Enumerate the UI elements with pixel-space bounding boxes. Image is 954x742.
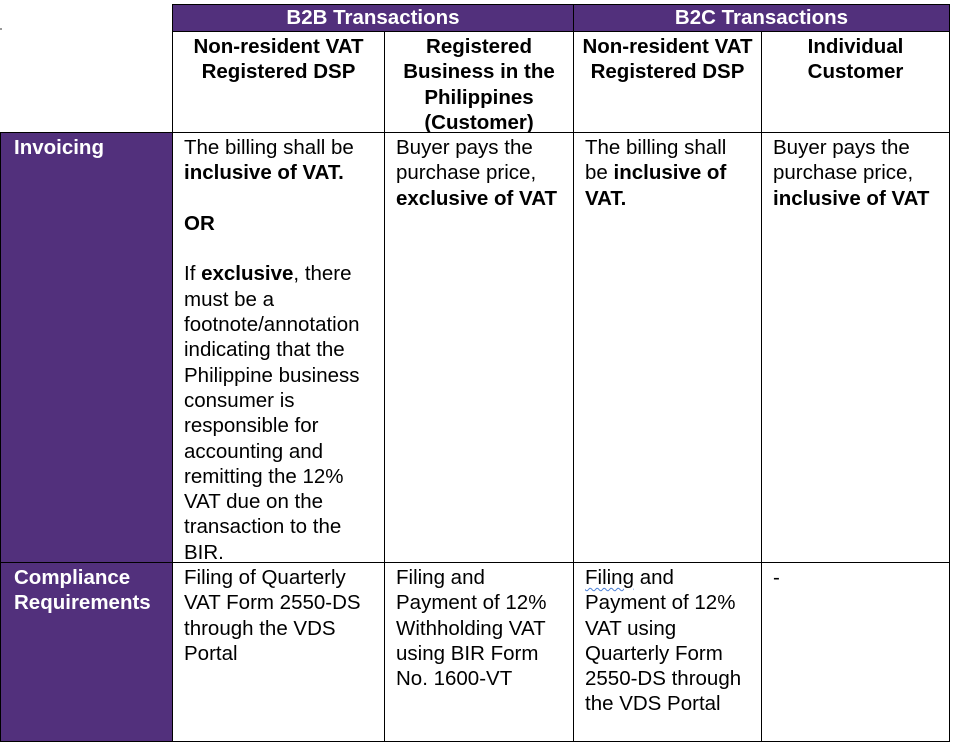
column-header-b2b-dsp: Non-resident VAT Registered DSP — [172, 31, 385, 133]
text: and Payment of 12% VAT using Quarterly Form 2550-DS through the VDS Portal — [585, 566, 742, 716]
text: , there must be a footnote/annotation indicating that the Philippine business consumer is responsible for accounting and remitting the 12% VAT due on the transaction to the BIR. — [184, 262, 360, 563]
compliance-b2b-dsp: Filing of Quarterly VAT Form 2550-DS through the VDS Portal — [172, 562, 385, 742]
stray-dot — [0, 28, 2, 30]
invoicing-b2b-dsp — [172, 132, 385, 563]
row-label-invoicing: Invoicing — [0, 132, 173, 563]
column-header-b2c-dsp: Non-resident VAT Registered DSP — [573, 31, 762, 133]
text: The billing shall be — [585, 136, 727, 185]
emphasis: inclusive of VAT. — [184, 161, 344, 185]
column-header-b2b-customer: Registered Business in the Philippines (Customer) — [384, 31, 574, 133]
column-header-b2c-customer: Individual Customer — [761, 31, 950, 133]
emphasis: inclusive of VAT — [773, 186, 930, 210]
spellcheck-word: Filing — [585, 566, 634, 589]
invoicing-b2b-customer — [384, 132, 574, 563]
row-label-compliance: Compliance Requirements — [0, 562, 173, 742]
group-header-b2b: B2B Transactions — [172, 4, 574, 32]
emphasis: exclusive of VAT — [396, 186, 558, 210]
text: Buyer pays the purchase price, — [396, 136, 537, 185]
invoicing-b2c-customer — [761, 132, 950, 563]
compliance-b2b-customer: Filing and Payment of 12% Withholding VAT using BIR Form No. 1600-VT — [384, 562, 574, 742]
emphasis: exclusive — [201, 262, 294, 286]
text: The billing shall be — [184, 136, 354, 159]
invoicing-b2c-dsp — [573, 132, 762, 563]
or-text: OR — [184, 211, 215, 235]
compliance-b2c-dsp — [573, 562, 762, 742]
text: If — [184, 262, 202, 286]
text: Buyer pays the purchase price, — [773, 136, 914, 185]
group-header-b2c: B2C Transactions — [573, 4, 950, 32]
compliance-b2c-customer: - — [761, 562, 950, 742]
emphasis: inclusive of VAT. — [585, 161, 727, 210]
